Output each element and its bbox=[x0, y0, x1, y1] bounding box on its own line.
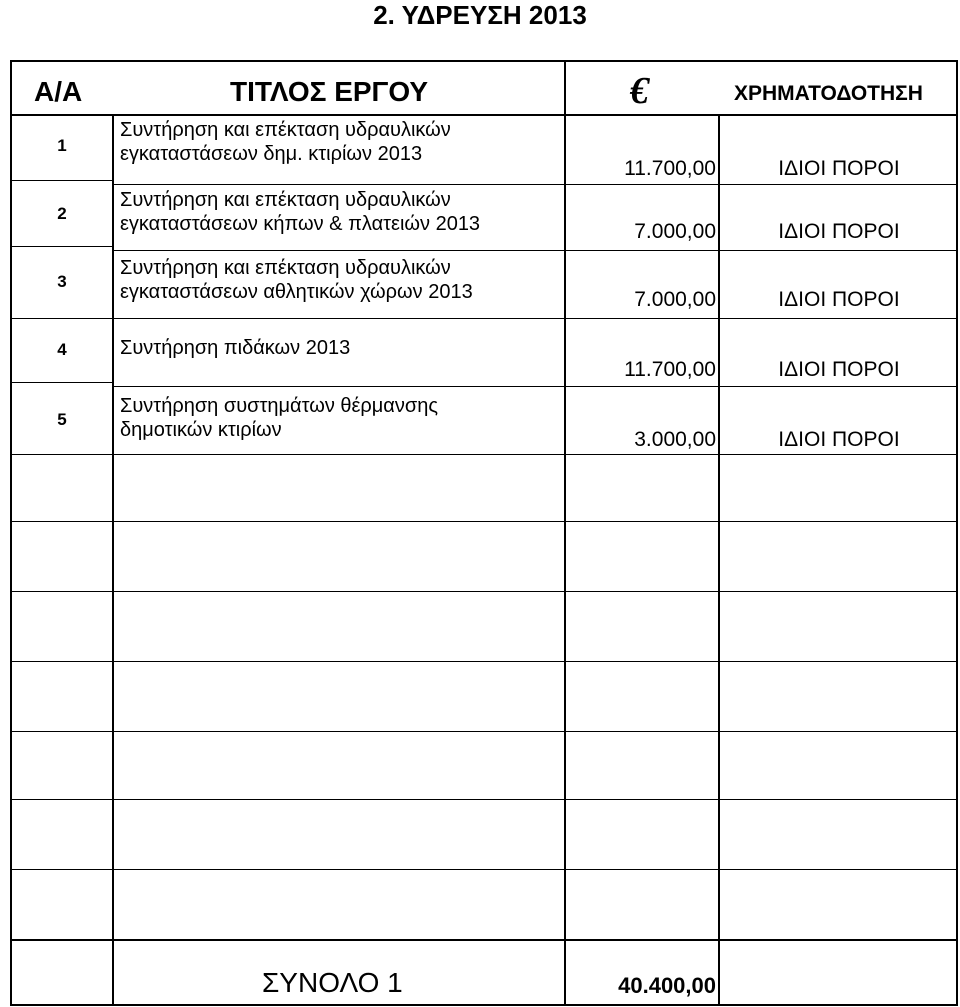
row-line-9 bbox=[10, 731, 958, 732]
row-description-line: εγκαταστάσεων κήπων & πλατειών 2013 bbox=[120, 213, 481, 235]
row-description bbox=[120, 336, 560, 360]
header-funding: ΧΡΗΜΑΤΟΔΟΤΗΣΗ bbox=[734, 82, 923, 105]
total-amount: 40.400,00 bbox=[618, 973, 716, 998]
row-amount: 3.000,00 bbox=[634, 428, 716, 451]
row-line-6 bbox=[10, 521, 958, 522]
row-amount: 7.000,00 bbox=[634, 220, 716, 243]
row-line-2b bbox=[112, 250, 958, 251]
row-amount: 11.700,00 bbox=[624, 157, 716, 180]
document-title: 2. ΥΔΡΕΥΣΗ 2013 bbox=[373, 0, 587, 30]
row-line-10 bbox=[10, 799, 958, 800]
row-number: 1 bbox=[57, 136, 67, 155]
row-funding-source: ΙΔΙΟΙ ΠΟΡΟΙ bbox=[778, 157, 900, 180]
header-aa: Α/Α bbox=[34, 76, 83, 107]
row-number: 2 bbox=[57, 204, 67, 223]
total-label: ΣΥΝΟΛΟ 1 bbox=[262, 967, 403, 998]
row-description-line: εγκαταστάσεων δημ. κτιρίων 2013 bbox=[120, 143, 423, 165]
row-line-8 bbox=[10, 661, 958, 662]
row-description bbox=[120, 394, 560, 442]
row-amount: 11.700,00 bbox=[624, 358, 716, 381]
row-line-11 bbox=[10, 869, 958, 870]
row-description-line: Συντήρηση συστημάτων θέρμανσης bbox=[120, 395, 438, 417]
col-sep-amount bbox=[718, 114, 720, 1006]
col-sep-aa bbox=[112, 114, 114, 1006]
row-line-2 bbox=[10, 246, 112, 247]
header-divider bbox=[10, 114, 958, 116]
row-description-line: Συντήρηση και επέκταση υδραυλικών bbox=[120, 119, 451, 141]
row-line-4 bbox=[112, 386, 958, 387]
row-line-3 bbox=[10, 318, 958, 319]
row-description bbox=[120, 188, 560, 236]
header-project-title: ΤΙΤΛΟΣ ΕΡΓΟΥ bbox=[230, 76, 429, 107]
table-bottom-border bbox=[10, 1004, 958, 1006]
row-description bbox=[120, 256, 560, 304]
row-line-7 bbox=[10, 591, 958, 592]
row-funding-source: ΙΔΙΟΙ ΠΟΡΟΙ bbox=[778, 358, 900, 381]
col-sep-desc bbox=[564, 60, 566, 1006]
row-funding-source: ΙΔΙΟΙ ΠΟΡΟΙ bbox=[778, 220, 900, 243]
row-funding-source: ΙΔΙΟΙ ΠΟΡΟΙ bbox=[778, 428, 900, 451]
table-top-border bbox=[10, 60, 958, 62]
row-funding-source: ΙΔΙΟΙ ΠΟΡΟΙ bbox=[778, 288, 900, 311]
row-amount: 7.000,00 bbox=[634, 288, 716, 311]
row-line-5 bbox=[10, 454, 958, 455]
row-number: 3 bbox=[57, 272, 67, 291]
euro-symbol: € bbox=[630, 70, 649, 112]
row-description-line: Συντήρηση και επέκταση υδραυλικών bbox=[120, 257, 451, 279]
row-line-total bbox=[10, 939, 958, 941]
row-line-1 bbox=[10, 180, 112, 181]
row-description bbox=[120, 118, 560, 166]
table-right-border bbox=[956, 60, 958, 1006]
table-left-border bbox=[10, 60, 12, 1006]
row-description-line: Συντήρηση πιδάκων 2013 bbox=[120, 337, 351, 359]
row-description-line: Συντήρηση και επέκταση υδραυλικών bbox=[120, 189, 451, 211]
row-line-1b bbox=[112, 184, 958, 185]
row-description-line: δημοτικών κτιρίων bbox=[120, 419, 282, 441]
row-line-4b bbox=[10, 382, 112, 383]
row-description-line: εγκαταστάσεων αθλητικών χώρων 2013 bbox=[120, 281, 473, 303]
row-number: 4 bbox=[57, 340, 67, 359]
row-number: 5 bbox=[57, 410, 67, 429]
